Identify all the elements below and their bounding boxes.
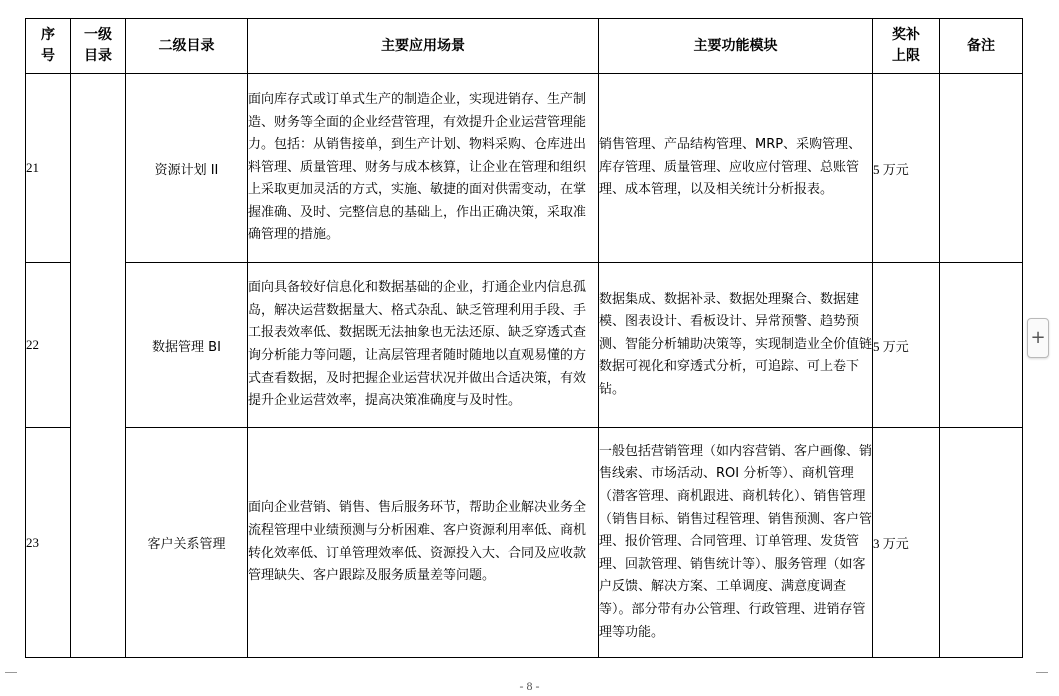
row-func: 销售管理、产品结构管理、MRP、采购管理、库存管理、质量管理、应收应付管理、总账管理、成本管理，以及相关统计分析报表。 [599,74,873,263]
page-number: - 8 - [519,679,540,693]
row-cat2: 客户关系管理 [126,428,248,658]
table-row [26,263,1023,428]
header-remark: 备注 [940,19,1023,74]
row-scene: 面向库存式或订单式生产的制造企业，实现进销存、生产制造、财务等全面的企业经营管理，有效提升企业运营管理能力。包括：从销售接单，到生产计划、物料采购、仓库进出料管理、质量管理、财务与成本核算，让企业在管理和组织上采取更加灵活的方式，实施、敏捷的面对供需变动，在掌握准确、及时、完整信息的基础上，作出正确决策，采取准确管理的措施。 [248,74,599,263]
header-subsidy: 奖补上限 [873,19,940,74]
crop-mark-right [1036,672,1048,673]
row-scene: 面向企业营销、销售、售后服务环节，帮助企业解决业务全流程管理中业绩预测与分析困难、客户资源利用率低、商机转化效率低、订单管理效率低、资源投入大、合同及应收款管理缺失、客户跟踪及服务质量差等问题。 [248,428,599,658]
row-remark [940,428,1023,658]
row-remark [940,74,1023,263]
row-seq: 23 [26,428,71,658]
row-scene: 面向具备较好信息化和数据基础的企业，打通企业内信息孤岛，解决运营数据量大、格式杂乱、缺乏管理利用手段、手工报表效率低、数据既无法抽象也无法还原、缺乏穿透式查询分析能力等问题，让高层管理者随时随地以直观易懂的方式查看数据，及时把握企业运营状况并做出合适决策，有效提升企业运营效率，提高决策准确度与及时性。 [248,263,599,428]
row-remark [940,263,1023,428]
crop-mark-left [5,672,17,673]
catalog-table [25,18,1023,658]
row-subsidy: 3 万元 [873,428,940,658]
header-func: 主要功能模块 [599,19,873,74]
expand-panel-button[interactable] [1027,318,1049,358]
row-seq: 22 [26,263,71,428]
row-cat1 [71,74,126,658]
row-cat2: 数据管理 BI [126,263,248,428]
plus-icon: + [1030,327,1046,348]
row-subsidy: 5 万元 [873,74,940,263]
row-seq: 21 [26,74,71,263]
table-row [26,74,1023,263]
header-scene: 主要应用场景 [248,19,599,74]
row-func: 数据集成、数据补录、数据处理聚合、数据建模、图表设计、看板设计、异常预警、趋势预测、智能分析辅助决策等，实现制造业全价值链数据可视化和穿透式分析，可追踪、可上卷下钻。 [599,263,873,428]
header-cat2: 二级目录 [126,19,248,74]
row-func: 一般包括营销管理（如内容营销、客户画像、销售线索、市场活动、ROI 分析等）、商机管理（潜客管理、商机跟进、商机转化）、销售管理（销售目标、销售过程管理、销售预测、客户管理、报价管理、合同管理、订单管理、发货管理、回款管理、销售统计等）、服务管理（如客户反馈、解决方案、工单调度、满意度调查等）。部分带有办公管理、行政管理、进销存管理等功能。 [599,428,873,658]
header-seq: 序号 [26,19,71,74]
header-cat1: 一级目录 [71,19,126,74]
table-row [26,428,1023,658]
row-subsidy: 5 万元 [873,263,940,428]
table-header-row [26,19,1023,74]
row-cat2: 资源计划 II [126,74,248,263]
